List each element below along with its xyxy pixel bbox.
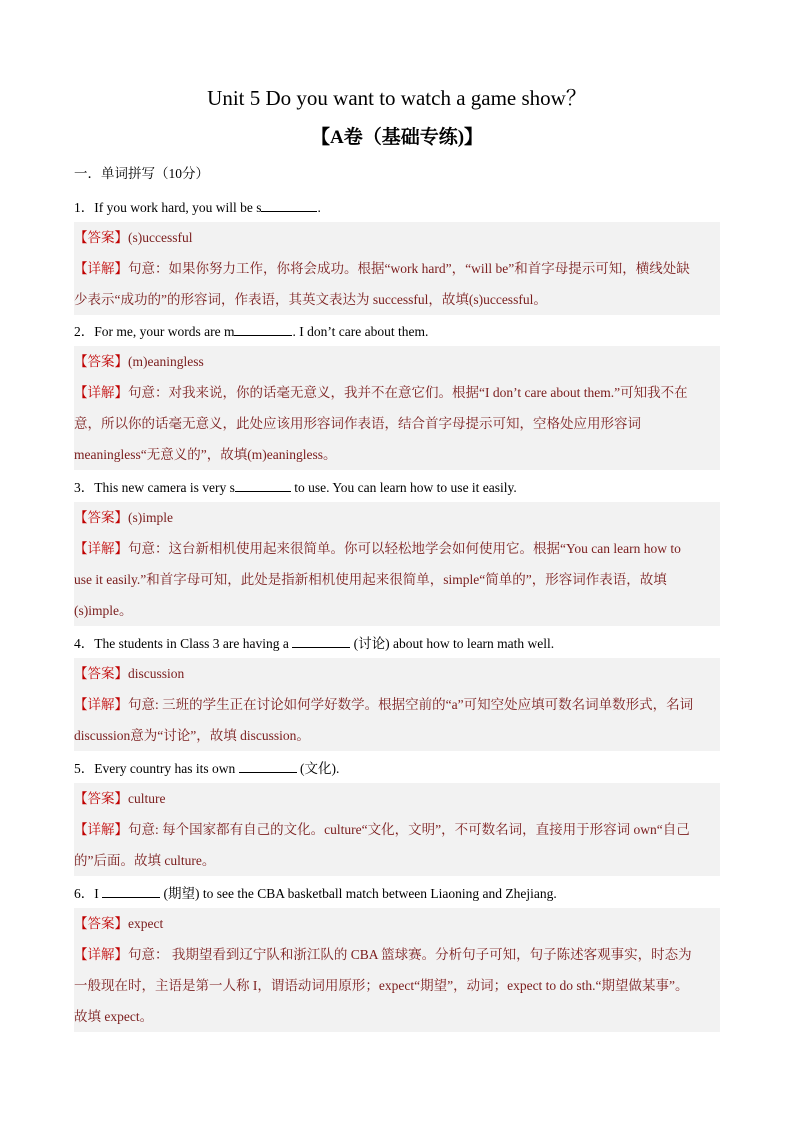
answer-block-6 (74, 908, 720, 1032)
detail-tag: 【详解】 (74, 261, 128, 276)
detail-tag: 【详解】 (74, 541, 128, 556)
document-title: Unit 5 Do you want to watch a game show？ (207, 86, 587, 110)
detail-line (74, 939, 720, 970)
answer-tag: 【答案】 (74, 791, 128, 806)
question-4 (74, 633, 554, 654)
answer-value: (m)eaningless (128, 354, 204, 369)
answer-tag: 【答案】 (74, 354, 128, 369)
question-text: 3．This new camera is very s (74, 480, 235, 495)
detail-line: (s)imple。 (74, 603, 133, 618)
answer-block-3 (74, 502, 720, 626)
detail-line: use it easily.”和首字母可知，此处是指新相机使用起来很简单，simple“简单的”，形容词作表语，故填 (74, 572, 667, 587)
detail-line (74, 689, 720, 720)
answer-block-4 (74, 658, 720, 751)
answer-tag: 【答案】 (74, 510, 128, 525)
detail-line: 一般现在时，主语是第一人称 I，谓语动词用原形；expect“期望”，动词；expect to do sth.“期望做某事”。 (74, 978, 689, 993)
detail-text: 句意：这台新相机使用起来很简单。你可以轻松地学会如何使用它。根据“You can learn how to (128, 541, 681, 556)
section-heading: 一．单词拼写（10分） (74, 166, 209, 181)
question-text: 6．I (74, 886, 103, 901)
detail-text: 句意：如果你努力工作，你将会成功。根据“work hard”，“will be”和首字母提示可知，横线处缺 (128, 261, 690, 276)
answer-value: culture (128, 791, 166, 806)
answer-line (74, 783, 720, 814)
answer-block-2 (74, 346, 720, 470)
question-text: 5．Every country has its own (74, 761, 239, 776)
answer-value: discussion (128, 666, 185, 681)
question-text-tail: to use. You can learn how to use it easily. (290, 480, 517, 495)
detail-tag: 【详解】 (74, 822, 128, 837)
question-text-tail: (期望) to see the CBA basketball match between Liaoning and Zhejiang. (160, 886, 557, 901)
detail-tag: 【详解】 (74, 947, 128, 962)
question-text-tail: (文化). (296, 761, 340, 776)
detail-line: meaningless“无意义的”，故填(m)eaningless。 (74, 447, 337, 462)
answer-blank (292, 633, 350, 648)
detail-line (74, 377, 720, 408)
question-3 (74, 477, 517, 498)
question-text: 2．For me, your words are m (74, 324, 235, 339)
question-5 (74, 758, 339, 779)
detail-line: 少表示“成功的”的形容词，作表语，其英文表达为 successful，故填(s)uccessful。 (74, 292, 547, 307)
detail-text: 句意：对我来说，你的话毫无意义，我并不在意它们。根据“I don’t care about them.”可知我不在 (128, 385, 688, 400)
detail-line (74, 814, 720, 845)
question-text-tail: . (317, 200, 321, 215)
answer-blank (239, 758, 297, 773)
question-text: 1．If you work hard, you will be s (74, 200, 262, 215)
answer-block-5 (74, 783, 720, 876)
answer-tag: 【答案】 (74, 916, 128, 931)
detail-line: 的”后面。故填 culture。 (74, 853, 216, 868)
answer-value: (s)uccessful (128, 230, 193, 245)
question-2 (74, 321, 428, 342)
detail-line: 故填 expect。 (74, 1009, 154, 1024)
answer-line (74, 908, 720, 939)
detail-text: 句意： 我期望看到辽宁队和浙江队的 CBA 篮球赛。分析句子可知，句子陈述客观事实，时态为 (128, 947, 692, 962)
question-text-tail: (讨论) about how to learn math well. (350, 636, 555, 651)
answer-line (74, 346, 720, 377)
question-1 (74, 197, 321, 218)
detail-line (74, 253, 720, 284)
question-6 (74, 883, 557, 904)
question-text: 4．The students in Class 3 are having a (74, 636, 293, 651)
answer-tag: 【答案】 (74, 230, 128, 245)
detail-line (74, 533, 720, 564)
answer-block-1 (74, 222, 720, 315)
detail-text: 句意: 三班的学生正在讨论如何学好数学。根据空前的“a”可知空处应填可数名词单数形式，名词 (128, 697, 694, 712)
detail-line: discussion意为“讨论”，故填 discussion。 (74, 728, 310, 743)
answer-value: (s)imple (128, 510, 173, 525)
question-text-tail: . I don’t care about them. (292, 324, 429, 339)
answer-blank (235, 477, 291, 492)
answer-blank (102, 883, 160, 898)
document-subtitle: 【A卷（基础专练)】 (310, 127, 484, 148)
detail-line: 意，所以你的话毫无意义，此处应该用形容词作表语，结合首字母提示可知，空格处应用形容词 (74, 416, 641, 431)
answer-line (74, 502, 720, 533)
answer-line (74, 222, 720, 253)
detail-text: 句意: 每个国家都有自己的文化。culture“文化，文明”，不可数名词，直接用于形容词 own“自己 (128, 822, 690, 837)
answer-line (74, 658, 720, 689)
detail-tag: 【详解】 (74, 385, 128, 400)
answer-blank (234, 321, 292, 336)
detail-tag: 【详解】 (74, 697, 128, 712)
answer-value: expect (128, 916, 164, 931)
answer-tag: 【答案】 (74, 666, 128, 681)
answer-blank (261, 197, 317, 212)
